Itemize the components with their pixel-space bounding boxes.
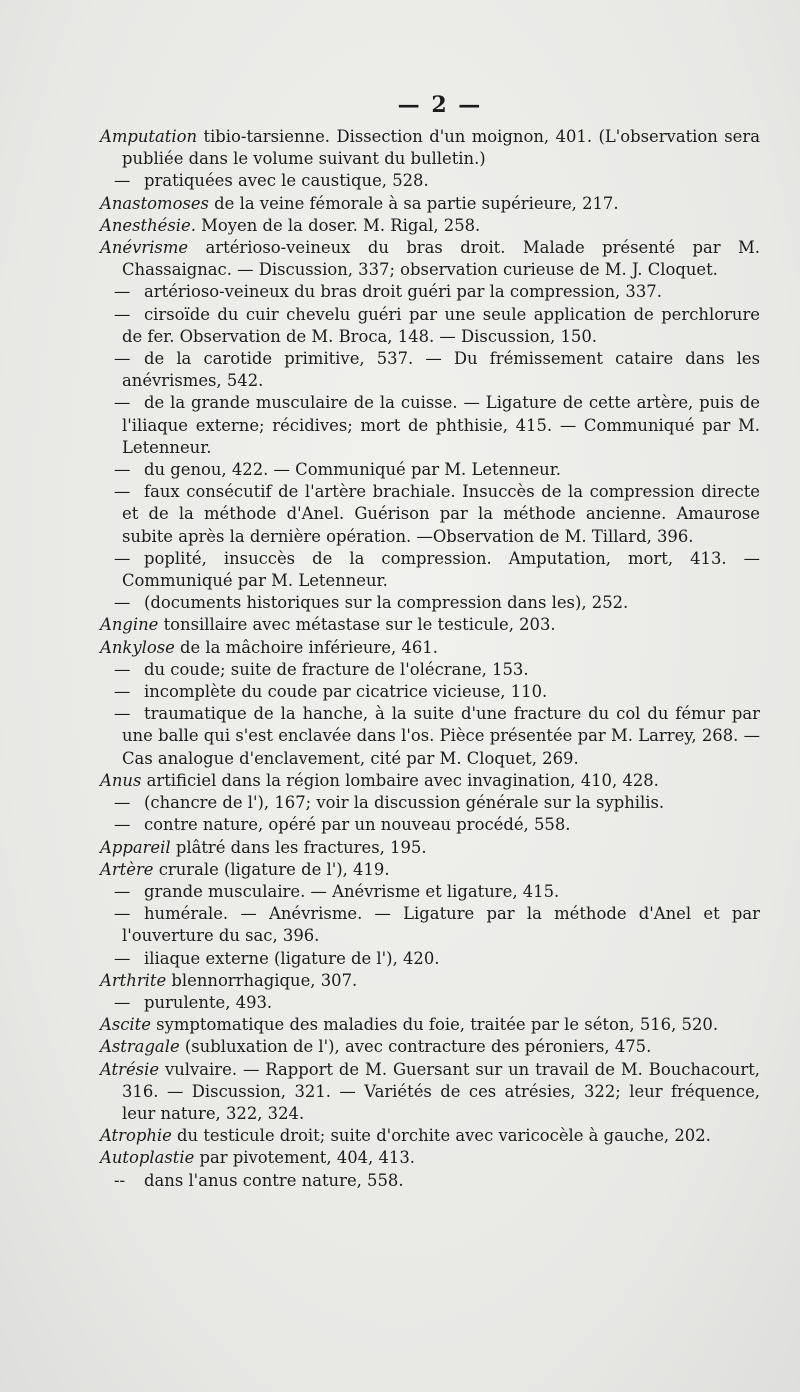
entry-text: purulente, 493. — [144, 992, 273, 1012]
entry-dash: — — [114, 948, 131, 968]
entry-heading: Atrophie — [100, 1126, 172, 1146]
entry-dash: -- — [114, 1170, 126, 1190]
entry-text: du coude; suite de fracture de l'olécrane, 153. — [144, 659, 529, 679]
index-subentry — [100, 459, 760, 481]
entry-text: contre nature, opéré par un nouveau procédé, 558. — [144, 815, 571, 835]
entry-text: tibio-tarsienne. Dissection d'un moignon, 401. (L'observation sera publiée dans le volume suivant du bulletin.) — [122, 127, 760, 169]
index-subentry — [100, 681, 760, 703]
entry-text: traumatique de la hanche, à la suite d'une fracture du col du fémur par une balle qui s'est enclavée dans l'os. Pièce présentée par M. Larrey, 268. — Cas analogue d'enclavement, cité par M. Cloquet, 269. — [122, 704, 760, 768]
index-entry — [100, 859, 760, 881]
index-subentry — [100, 792, 760, 814]
entry-text: artérioso-veineux du bras droit guéri par la compression, 337. — [144, 282, 662, 302]
entry-dash: — — [114, 482, 131, 502]
entry-heading: Ankylose — [100, 637, 175, 657]
entry-heading: Astragale — [100, 1037, 180, 1057]
entry-text: plâtré dans les fractures, 195. — [170, 837, 427, 857]
index-entry — [100, 1059, 760, 1126]
page-number: — 2 — — [397, 92, 483, 118]
index-entry — [100, 1147, 760, 1169]
entry-text: humérale. — Anévrisme. — Ligature par la méthode d'Anel et par l'ouverture du sac, 396. — [122, 904, 760, 946]
index-entry — [100, 1036, 760, 1058]
entry-text: incomplète du coude par cicatrice vicieuse, 110. — [144, 682, 548, 702]
index-subentry — [100, 592, 760, 614]
entry-dash: — — [114, 282, 131, 302]
entry-heading: Autoplastie — [100, 1148, 195, 1168]
index-entry — [100, 237, 760, 281]
entry-text: Moyen de la doser. M. Rigal, 258. — [195, 215, 481, 235]
entry-heading: Anastomoses — [100, 193, 209, 213]
entry-heading: Angine — [100, 615, 159, 635]
entry-dash: — — [114, 593, 131, 613]
index-entry — [100, 1125, 760, 1147]
entry-heading: Ascite — [100, 1015, 151, 1035]
entry-text: vulvaire. — Rapport de M. Guersant sur un travail de M. Bouchacourt, 316. — Discussion, 321. — Variétés de ces atrésies, 322; leur fréquence, leur nature, 322, 324. — [122, 1059, 760, 1123]
entry-text: dans l'anus contre nature, 558. — [144, 1170, 404, 1190]
entry-text: (chancre de l'), 167; voir la discussion générale sur la syphilis. — [144, 793, 665, 813]
index-subentry — [100, 481, 760, 548]
entry-text: de la mâchoire inférieure, 461. — [174, 637, 438, 657]
entry-text: (subluxation de l'), avec contracture des péroniers, 475. — [179, 1037, 652, 1057]
entry-text: tonsillaire avec métastase sur le testicule, 203. — [158, 615, 556, 635]
entry-dash: — — [114, 904, 131, 924]
entry-text: cirsoïde du cuir chevelu guéri par une seule application de perchlorure de fer. Observation de M. Broca, 148. — Discussion, 150. — [122, 304, 760, 346]
entry-text: blennorrhagique, 307. — [166, 970, 358, 990]
entry-text: du genou, 422. — Communiqué par M. Letenneur. — [144, 460, 561, 480]
entry-text: de la veine fémorale à sa partie supérieure, 217. — [208, 193, 619, 213]
entry-text: du testicule droit; suite d'orchite avec varicocèle à gauche, 202. — [171, 1126, 711, 1146]
index-entry — [100, 770, 760, 792]
entry-text: grande musculaire. — Anévrisme et ligature, 415. — [144, 881, 560, 901]
index-subentry — [100, 170, 760, 192]
entry-dash: — — [114, 682, 131, 702]
entry-text: pratiquées avec le caustique, 528. — [144, 171, 429, 191]
entry-heading: Arthrite — [100, 970, 167, 990]
index-subentry — [100, 703, 760, 770]
entry-heading: Appareil — [100, 837, 171, 857]
index-subentry — [100, 903, 760, 947]
entry-dash: — — [114, 304, 131, 324]
index-subentry — [100, 348, 760, 392]
entry-text: (documents historiques sur la compression dans les), 252. — [144, 593, 629, 613]
entry-dash: — — [114, 992, 131, 1012]
entry-dash: — — [114, 793, 131, 813]
index-subentry — [100, 881, 760, 903]
entry-dash: — — [114, 659, 131, 679]
index-entry — [100, 193, 760, 215]
index-entry — [100, 637, 760, 659]
index-entry — [100, 837, 760, 859]
index-entry — [100, 1014, 760, 1036]
entry-text: crurale (ligature de l'), 419. — [153, 859, 390, 879]
index-subentry — [100, 659, 760, 681]
index-subentry — [100, 992, 760, 1014]
entry-text: symptomatique des maladies du foie, traitée par le séton, 516, 520. — [150, 1015, 719, 1035]
entry-heading: Anévrisme — [100, 238, 189, 258]
entry-text: artificiel dans la région lombaire avec invagination, 410, 428. — [141, 770, 659, 790]
index-subentry — [100, 281, 760, 303]
entry-heading: Amputation — [100, 127, 198, 146]
entry-heading: Anus — [100, 770, 142, 790]
index-subentry — [100, 948, 760, 970]
index-entry — [100, 614, 760, 636]
entry-text: poplité, insuccès de la compression. Amputation, mort, 413. — Communiqué par M. Letenneur. — [122, 548, 760, 591]
entry-dash: — — [114, 460, 131, 480]
entry-text: de la grande musculaire de la cuisse. — Ligature de cette artère, puis de l'iliaque externe; récidives; mort de phthisie, 415. — Communiqué par M. Letenneur. — [122, 393, 760, 457]
entry-heading: Atrésie — [100, 1059, 160, 1079]
entry-text: artérioso-veineux du bras droit. Malade présenté par M. Chassaignac. — Discussion, 337; observation curieuse de M. J. Cloquet. — [122, 238, 760, 280]
entry-dash: — — [114, 393, 131, 413]
entry-text: de la carotide primitive, 537. — Du frémissement cataire dans les anévrismes, 542. — [122, 349, 760, 391]
entry-dash: — — [114, 171, 131, 191]
entry-dash: — — [114, 815, 131, 835]
index-subentry — [100, 304, 760, 348]
entry-dash: — — [114, 349, 131, 369]
entry-text: par pivotement, 404, 413. — [194, 1148, 415, 1168]
index-entries — [100, 126, 760, 1192]
index-subentry — [100, 548, 760, 592]
entry-heading: Anesthésie. — [100, 215, 196, 235]
index-subentry — [100, 814, 760, 836]
entry-dash: — — [114, 548, 131, 568]
index-entry — [100, 215, 760, 237]
index-subentry — [100, 392, 760, 459]
index-entry — [100, 970, 760, 992]
entry-dash: — — [114, 881, 131, 901]
entry-dash: — — [114, 704, 131, 724]
index-subentry — [100, 1170, 760, 1192]
entry-heading: Artère — [100, 859, 154, 879]
entry-text: iliaque externe (ligature de l'), 420. — [144, 948, 440, 968]
entry-text: faux consécutif de l'artère brachiale. Insuccès de la compression directe et de la méthode d'Anel. Guérison par la méthode ancienne. Amaurose subite après la dernière opération. —Observation de M. Tillard, 396. — [122, 482, 760, 546]
index-entry — [100, 126, 760, 170]
